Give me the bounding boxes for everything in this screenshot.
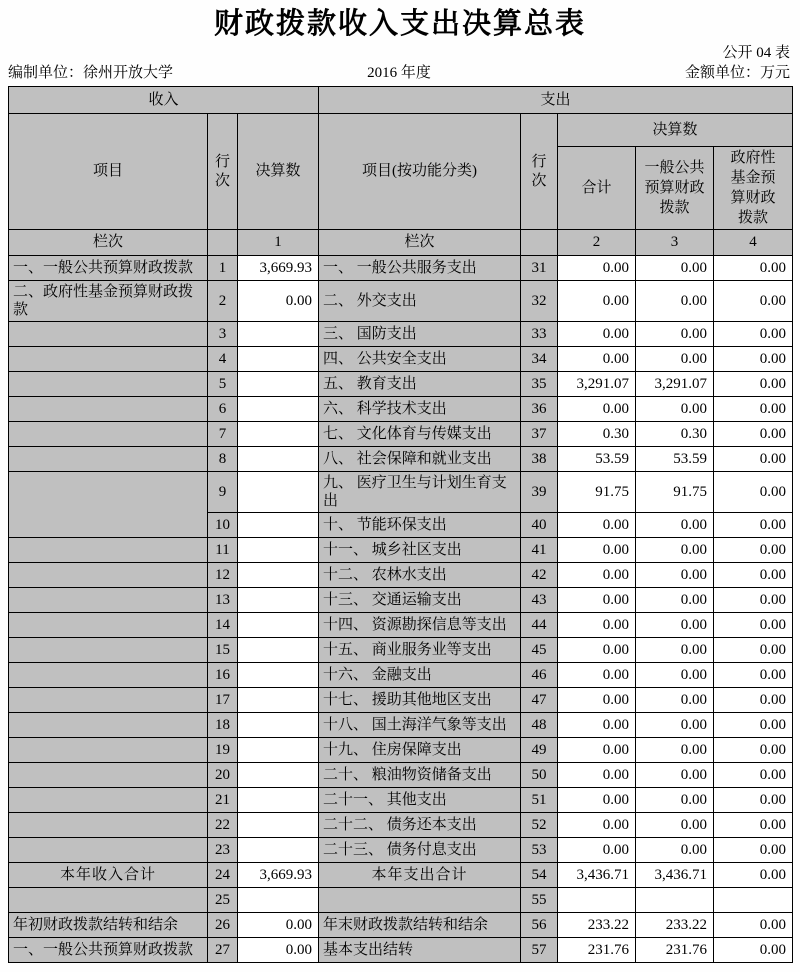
income-row-no-cell: 20 [208,763,238,788]
expenditure-general-budget-cell: 3,436.71 [636,863,714,888]
column-index-blank-income [208,230,238,256]
expenditure-item-cell: 二十三、 债务付息支出 [319,838,521,863]
expenditure-item-cell: 二、 外交支出 [319,281,521,322]
expenditure-gov-fund-cell: 0.00 [714,447,793,472]
expenditure-general-budget-cell: 53.59 [636,447,714,472]
income-row-no-cell: 24 [208,863,238,888]
expenditure-row-no-cell: 43 [521,588,558,613]
income-item-cell [9,447,208,472]
expenditure-general-budget-cell: 0.00 [636,813,714,838]
table-row [9,913,793,938]
column-index-1: 1 [238,230,319,256]
expenditure-total-cell: 3,291.07 [558,372,636,397]
table-body [9,256,793,963]
expenditure-total-cell: 0.30 [558,422,636,447]
income-amount-cell [238,447,319,472]
expenditure-general-budget-cell: 0.00 [636,281,714,322]
expenditure-item-cell: 十一、 城乡社区支出 [319,538,521,563]
expenditure-general-budget-cell: 0.00 [636,563,714,588]
expenditure-item-cell: 三、 国防支出 [319,322,521,347]
table-row [9,563,793,588]
page-title: 财政拨款收入支出决算总表 [213,8,586,40]
expenditure-total-cell: 0.00 [558,513,636,538]
income-row-no-cell: 1 [208,256,238,281]
income-item-cell [9,347,208,372]
expenditure-item-cell: 六、 科学技术支出 [319,397,521,422]
income-amount-cell: 3,669.93 [238,256,319,281]
expenditure-gov-fund-cell: 0.00 [714,538,793,563]
expenditure-row-no-cell: 35 [521,372,558,397]
income-item-cell: 一、一般公共预算财政拨款 [9,938,208,963]
expenditure-row-no-cell: 49 [521,738,558,763]
expenditure-row-no-cell: 39 [521,472,558,513]
gov-fund-budget-label: 政府性基金预算财政拨款 [730,150,776,226]
expenditure-row-no-cell: 53 [521,838,558,863]
meta-row [0,62,800,86]
header-total: 合计 [558,147,636,230]
table-row [9,588,793,613]
expenditure-item-cell [319,888,521,913]
income-amount-cell [238,788,319,813]
income-row-no-cell: 7 [208,422,238,447]
income-item-cell [9,422,208,447]
expenditure-total-cell: 0.00 [558,763,636,788]
income-amount-cell [238,688,319,713]
header-gov-fund-budget [714,147,793,230]
expenditure-gov-fund-cell: 0.00 [714,256,793,281]
expenditure-row-no-cell: 56 [521,913,558,938]
expenditure-row-no-cell: 33 [521,322,558,347]
column-index-4: 4 [714,230,793,256]
expenditure-general-budget-cell: 0.00 [636,513,714,538]
income-row-no-cell: 13 [208,588,238,613]
expenditure-item-cell: 二十一、 其他支出 [319,788,521,813]
income-amount-cell [238,638,319,663]
expenditure-row-no-cell: 51 [521,788,558,813]
header-income-item: 项目 [9,114,208,230]
expenditure-item-cell: 本年支出合计 [319,863,521,888]
income-row-no-cell: 8 [208,447,238,472]
income-item-cell: 本年收入合计 [9,863,208,888]
income-row-no-cell: 18 [208,713,238,738]
expenditure-general-budget-cell: 0.00 [636,397,714,422]
expenditure-total-cell: 91.75 [558,472,636,513]
expenditure-total-cell: 0.00 [558,563,636,588]
income-row-no-cell: 23 [208,838,238,863]
expenditure-row-no-cell: 41 [521,538,558,563]
income-amount-cell [238,713,319,738]
income-item-cell [9,472,208,538]
income-row-no-cell: 6 [208,397,238,422]
expenditure-gov-fund-cell: 0.00 [714,322,793,347]
column-index-3: 3 [636,230,714,256]
income-item-cell [9,713,208,738]
income-amount-cell [238,563,319,588]
column-index-label-expenditure: 栏次 [319,230,521,256]
expenditure-gov-fund-cell: 0.00 [714,838,793,863]
expenditure-item-cell: 八、 社会保障和就业支出 [319,447,521,472]
expenditure-row-no-cell: 50 [521,763,558,788]
income-item-cell [9,813,208,838]
expenditure-general-budget-cell: 233.22 [636,913,714,938]
table-row [9,638,793,663]
income-amount-cell [238,372,319,397]
expenditure-gov-fund-cell: 0.00 [714,563,793,588]
expenditure-total-cell: 233.22 [558,913,636,938]
expenditure-total-cell: 53.59 [558,447,636,472]
expenditure-gov-fund-cell: 0.00 [714,638,793,663]
expenditure-item-cell: 一、 一般公共服务支出 [319,256,521,281]
header-expenditure-section: 支出 [319,87,793,114]
expenditure-total-cell: 0.00 [558,397,636,422]
table-row [9,663,793,688]
expenditure-item-cell: 十七、 援助其他地区支出 [319,688,521,713]
expenditure-general-budget-cell: 0.00 [636,538,714,563]
table-row [9,397,793,422]
expenditure-gov-fund-cell: 0.00 [714,588,793,613]
expenditure-item-cell: 基本支出结转 [319,938,521,963]
expenditure-total-cell: 0.00 [558,688,636,713]
table-header [9,87,793,256]
income-amount-cell [238,888,319,913]
expenditure-general-budget-cell: 0.00 [636,256,714,281]
income-amount-cell: 0.00 [238,281,319,322]
expenditure-total-cell: 0.00 [558,347,636,372]
table-row [9,613,793,638]
expenditure-row-no-cell: 31 [521,256,558,281]
expenditure-general-budget-cell: 0.00 [636,738,714,763]
column-index-label-income: 栏次 [9,230,208,256]
table-row [9,372,793,397]
expenditure-gov-fund-cell: 0.00 [714,663,793,688]
expenditure-general-budget-cell: 3,291.07 [636,372,714,397]
header-income-row-no [208,114,238,230]
general-public-budget-label: 一般公共预算财政拨款 [644,160,705,216]
income-item-cell [9,538,208,563]
expenditure-item-cell: 二十二、 债务还本支出 [319,813,521,838]
expenditure-gov-fund-cell: 0.00 [714,738,793,763]
income-row-no-cell: 21 [208,788,238,813]
expenditure-total-cell: 0.00 [558,588,636,613]
income-item-cell [9,372,208,397]
income-amount-cell [238,763,319,788]
expenditure-total-cell: 0.00 [558,538,636,563]
table-row [9,888,793,913]
expenditure-item-cell: 十八、 国土海洋气象等支出 [319,713,521,738]
expenditure-gov-fund-cell [714,888,793,913]
table-row [9,688,793,713]
income-row-no-cell: 17 [208,688,238,713]
income-row-no-cell: 9 [208,472,238,513]
expenditure-item-cell: 七、 文化体育与传媒支出 [319,422,521,447]
income-item-cell [9,638,208,663]
expenditure-general-budget-cell: 0.00 [636,688,714,713]
income-amount-cell [238,813,319,838]
income-amount-cell [238,613,319,638]
expenditure-row-no-cell: 57 [521,938,558,963]
expenditure-row-no-cell: 48 [521,713,558,738]
expenditure-item-cell: 十九、 住房保障支出 [319,738,521,763]
expenditure-row-no-cell: 52 [521,813,558,838]
income-row-no-cell: 11 [208,538,238,563]
expenditure-total-cell: 0.00 [558,788,636,813]
expenditure-total-cell: 0.00 [558,713,636,738]
table-row [9,788,793,813]
income-item-cell [9,838,208,863]
expenditure-item-cell: 九、 医疗卫生与计划生育支出 [319,472,521,513]
income-amount-cell [238,347,319,372]
expenditure-general-budget-cell: 0.00 [636,638,714,663]
expenditure-row-no-cell: 40 [521,513,558,538]
expenditure-gov-fund-cell: 0.00 [714,372,793,397]
income-item-cell [9,738,208,763]
header-income-section: 收入 [9,87,319,114]
income-item-cell [9,563,208,588]
income-amount-cell: 0.00 [238,913,319,938]
income-row-no-cell: 5 [208,372,238,397]
table-row [9,863,793,888]
header-income-final-amount: 决算数 [238,114,319,230]
expenditure-item-cell: 十五、 商业服务业等支出 [319,638,521,663]
prepared-by-label: 编制单位：徐州开放大学 [8,65,174,81]
table-row [9,713,793,738]
expenditure-row-no-cell: 55 [521,888,558,913]
row-no-label: 行次 [214,153,230,189]
income-item-cell [9,688,208,713]
table-row [9,447,793,472]
income-item-cell: 年初财政拨款结转和结余 [9,913,208,938]
income-item-cell: 二、政府性基金预算财政拨款 [9,281,208,322]
expenditure-general-budget-cell: 231.76 [636,938,714,963]
expenditure-general-budget-cell: 0.00 [636,322,714,347]
expenditure-row-no-cell: 45 [521,638,558,663]
final-accounts-table [8,86,793,963]
expenditure-item-cell: 十二、 农林水支出 [319,563,521,588]
expenditure-total-cell: 0.00 [558,256,636,281]
expenditure-general-budget-cell: 0.00 [636,663,714,688]
income-amount-cell [238,738,319,763]
expenditure-total-cell: 231.76 [558,938,636,963]
income-item-cell [9,588,208,613]
expenditure-total-cell: 0.00 [558,613,636,638]
income-amount-cell [238,397,319,422]
expenditure-general-budget-cell: 0.00 [636,347,714,372]
expenditure-row-no-cell: 54 [521,863,558,888]
expenditure-gov-fund-cell: 0.00 [714,713,793,738]
table-row [9,813,793,838]
expenditure-gov-fund-cell: 0.00 [714,347,793,372]
expenditure-general-budget-cell: 0.00 [636,588,714,613]
income-amount-cell [238,663,319,688]
expenditure-row-no-cell: 47 [521,688,558,713]
expenditure-row-no-cell: 37 [521,422,558,447]
table-row [9,838,793,863]
expenditure-total-cell: 0.00 [558,838,636,863]
expenditure-total-cell: 0.00 [558,813,636,838]
table-row [9,472,793,513]
expenditure-total-cell: 0.00 [558,322,636,347]
expenditure-gov-fund-cell: 0.00 [714,863,793,888]
income-item-cell [9,663,208,688]
table-row [9,322,793,347]
expenditure-general-budget-cell: 0.00 [636,763,714,788]
row-no-label: 行次 [531,153,547,189]
income-amount-cell [238,422,319,447]
table-row [9,763,793,788]
expenditure-row-no-cell: 38 [521,447,558,472]
expenditure-row-no-cell: 46 [521,663,558,688]
expenditure-gov-fund-cell: 0.00 [714,513,793,538]
income-row-no-cell: 2 [208,281,238,322]
expenditure-total-cell [558,888,636,913]
table-code: 公开 04 表 [722,45,790,61]
income-item-cell: 一、一般公共预算财政拨款 [9,256,208,281]
income-amount-cell [238,588,319,613]
expenditure-gov-fund-cell: 0.00 [714,763,793,788]
expenditure-general-budget-cell: 0.00 [636,838,714,863]
expenditure-general-budget-cell [636,888,714,913]
income-amount-cell [238,538,319,563]
expenditure-row-no-cell: 32 [521,281,558,322]
income-amount-cell: 0.00 [238,938,319,963]
income-amount-cell [238,838,319,863]
expenditure-item-cell: 十、 节能环保支出 [319,513,521,538]
expenditure-row-no-cell: 36 [521,397,558,422]
income-row-no-cell: 27 [208,938,238,963]
income-row-no-cell: 12 [208,563,238,588]
income-row-no-cell: 22 [208,813,238,838]
income-item-cell [9,397,208,422]
income-amount-cell: 3,669.93 [238,863,319,888]
expenditure-item-cell: 五、 教育支出 [319,372,521,397]
expenditure-total-cell: 0.00 [558,281,636,322]
income-row-no-cell: 16 [208,663,238,688]
expenditure-gov-fund-cell: 0.00 [714,472,793,513]
table-row [9,422,793,447]
column-index-2: 2 [558,230,636,256]
expenditure-row-no-cell: 34 [521,347,558,372]
table-row [9,347,793,372]
income-row-no-cell: 19 [208,738,238,763]
expenditure-general-budget-cell: 0.30 [636,422,714,447]
expenditure-gov-fund-cell: 0.00 [714,397,793,422]
table-row [9,256,793,281]
expenditure-item-cell: 四、 公共安全支出 [319,347,521,372]
income-row-no-cell: 25 [208,888,238,913]
income-item-cell [9,788,208,813]
table-row [9,538,793,563]
table-row [9,938,793,963]
header-expenditure-item-by-function: 项目(按功能分类) [319,114,521,230]
expenditure-gov-fund-cell: 0.00 [714,688,793,713]
expenditure-total-cell: 0.00 [558,738,636,763]
income-row-no-cell: 14 [208,613,238,638]
expenditure-general-budget-cell: 0.00 [636,713,714,738]
expenditure-gov-fund-cell: 0.00 [714,938,793,963]
expenditure-item-cell: 年末财政拨款结转和结余 [319,913,521,938]
expenditure-general-budget-cell: 91.75 [636,472,714,513]
expenditure-item-cell: 二十、 粮油物资储备支出 [319,763,521,788]
expenditure-row-no-cell: 44 [521,613,558,638]
income-item-cell [9,322,208,347]
income-item-cell [9,763,208,788]
income-row-no-cell: 26 [208,913,238,938]
expenditure-total-cell: 0.00 [558,638,636,663]
income-row-no-cell: 15 [208,638,238,663]
income-item-cell [9,613,208,638]
amount-unit-label: 金额单位：万元 [685,65,791,81]
expenditure-row-no-cell: 42 [521,563,558,588]
expenditure-item-cell: 十六、 金融支出 [319,663,521,688]
header-expenditure-final-amount: 决算数 [558,114,793,147]
expenditure-gov-fund-cell: 0.00 [714,913,793,938]
expenditure-gov-fund-cell: 0.00 [714,422,793,447]
expenditure-item-cell: 十三、 交通运输支出 [319,588,521,613]
header-general-public-budget [636,147,714,230]
expenditure-gov-fund-cell: 0.00 [714,613,793,638]
table-row [9,738,793,763]
expenditure-gov-fund-cell: 0.00 [714,788,793,813]
fiscal-year-label: 2016 年度 [367,65,431,81]
income-amount-cell [238,322,319,347]
expenditure-total-cell: 0.00 [558,663,636,688]
expenditure-general-budget-cell: 0.00 [636,613,714,638]
income-row-no-cell: 4 [208,347,238,372]
table-code-line [0,41,800,62]
income-item-cell [9,888,208,913]
income-amount-cell [238,472,319,513]
expenditure-gov-fund-cell: 0.00 [714,281,793,322]
expenditure-general-budget-cell: 0.00 [636,788,714,813]
column-index-blank-expenditure [521,230,558,256]
expenditure-gov-fund-cell: 0.00 [714,813,793,838]
table-row [9,281,793,322]
expenditure-item-cell: 十四、 资源勘探信息等支出 [319,613,521,638]
header-expenditure-row-no [521,114,558,230]
income-amount-cell [238,513,319,538]
expenditure-total-cell: 3,436.71 [558,863,636,888]
income-row-no-cell: 10 [208,513,238,538]
income-row-no-cell: 3 [208,322,238,347]
